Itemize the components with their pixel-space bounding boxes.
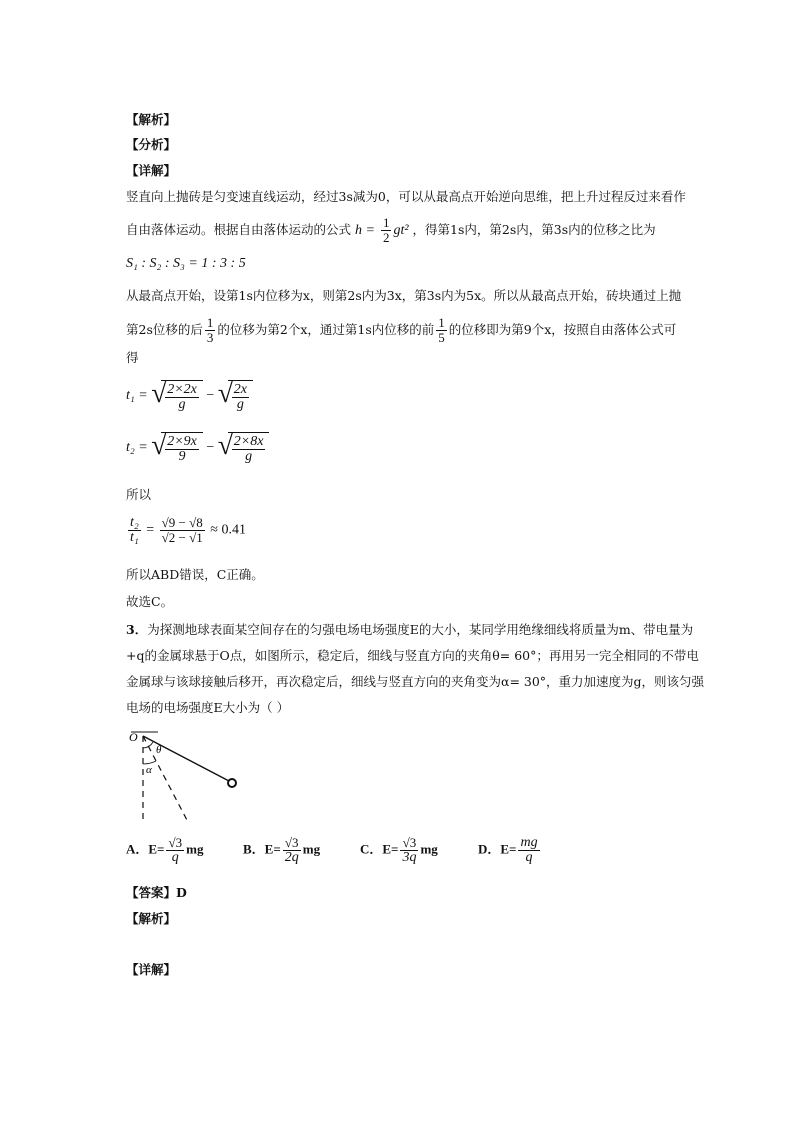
t2-minus: − (206, 440, 215, 456)
conclusion-line2: 故选C。 (126, 594, 174, 609)
para2-line3: 得 (126, 350, 139, 365)
section-header-fenxi: 【分析】 (126, 137, 177, 152)
t1-lhs: t₁ = (126, 388, 148, 404)
option-d[interactable] (478, 836, 542, 865)
para2-line1: 从最高点开始，设第1s内位移为x，则第2s内为3x，第3s内为5x。所以从最高点开始，砖块通过上抛 (126, 288, 682, 303)
ratio-lhs-num: t₂ (130, 515, 139, 530)
option-a-fraction (166, 836, 184, 865)
ratio-eq: = (146, 522, 155, 538)
option-b-den: 2q (284, 850, 299, 865)
t1-sqrt-b (218, 380, 253, 412)
equation-t1 (126, 380, 253, 412)
half-denominator: 2 (382, 230, 390, 245)
t1-b-num: √ 2x (233, 382, 248, 397)
option-d-den: q (525, 850, 533, 865)
option-b[interactable] (243, 836, 320, 865)
formula-gt2: gt² (393, 223, 409, 238)
ratio-lhs-den: t₁ (130, 530, 139, 545)
ratio-rhs-num: √9 − √8 (161, 515, 203, 530)
t2-b-num: √ 2×8x (233, 434, 264, 449)
option-d-fraction (518, 836, 539, 865)
t1-a-num: √ 2×2x (167, 382, 197, 397)
q3-number: 3． (126, 622, 148, 637)
ratio-approx: ≈ 0.41 (210, 522, 246, 538)
t2-a-num: √ 2×9x (167, 434, 197, 449)
thread-line (143, 736, 229, 781)
metal-ball (228, 779, 236, 787)
f2-numerator: 1 (438, 315, 445, 330)
answer-line: 【答案】D (126, 885, 187, 900)
option-a[interactable] (126, 836, 203, 865)
label-o: O (129, 730, 138, 744)
t2-sqrt-a (151, 432, 203, 464)
theta-arc (143, 742, 153, 748)
ratio-rhs (160, 516, 205, 545)
f2-denominator: 5 (438, 330, 445, 345)
option-d-num: mg (520, 835, 538, 850)
f1-numerator: 1 (206, 315, 214, 330)
t2-lhs: t₂ = (126, 440, 148, 456)
q3-line1 (126, 621, 693, 639)
t1-b-den: g (236, 397, 244, 412)
section-header-xiangjie: 【详解】 (126, 163, 177, 178)
section-header-xiangjie-2: 【详解】 (126, 962, 177, 977)
t2-a-den: 9 (178, 449, 186, 464)
option-d-label: D．E= (478, 841, 517, 857)
option-b-suffix: mg (302, 841, 321, 857)
label-alpha: α (146, 764, 152, 776)
ratio-lhs (128, 516, 141, 545)
q3-line3: 金属球与该球接触后移开，再次稳定后，细线与竖直方向的夹角变为α= 30°，重力加速度为g，则该匀强 (126, 674, 705, 689)
para1-line1: 竖直向上抛砖是匀变速直线运动，经过3s减为0，可以从最高点开始逆向思维，把上升过程反过来看作 (126, 189, 686, 204)
option-c-fraction (400, 836, 418, 865)
fraction-half (381, 216, 392, 245)
section-header-jiexi-2: 【解析】 (126, 911, 177, 926)
equation-t2 (126, 432, 269, 464)
fraction-one-fifth (436, 316, 447, 345)
t2-b-den: g (245, 449, 253, 464)
option-b-label: B．E= (243, 841, 281, 857)
option-b-fraction (283, 836, 301, 865)
option-c-label: C．E= (360, 841, 399, 857)
section-header-jiexi: 【解析】 (126, 112, 177, 127)
f1-denominator: 3 (206, 330, 214, 345)
option-b-num: √3 (283, 836, 301, 851)
ratio-rhs-den: √2 − √1 (161, 530, 203, 545)
t2-sqrt-b (218, 432, 270, 464)
option-a-suffix: mg (186, 841, 204, 857)
para1-line2a: 自由落体运动。根据自由落体运动的公式 (126, 222, 352, 237)
option-a-label: A．E= (126, 841, 165, 857)
para2-line2a: 第2s位移的后 (126, 322, 203, 337)
para1-line2b: ，得第1s内，第2s内，第3s内的位移之比为 (412, 222, 656, 237)
q3-line4: 电场的电场强度E大小为（ ） (126, 700, 290, 715)
option-a-num: √3 (168, 835, 183, 850)
para2-line2 (126, 316, 676, 345)
t1-sqrt-a (151, 380, 203, 412)
option-a-den: q (171, 850, 179, 865)
label-theta: θ (156, 744, 162, 756)
option-c[interactable] (360, 836, 438, 865)
para1-line2 (126, 216, 656, 245)
suoyi-text: 所以 (126, 487, 152, 502)
equation-ratio (126, 516, 246, 545)
t1-a-den: g (178, 397, 186, 412)
q3-text1: 为探测地球表面某空间存在的匀强电场电场强度E的大小，某同学用绝缘细线将质量为m、带电量为 (147, 622, 694, 637)
pendulum-figure (126, 726, 246, 826)
formula-h: h = (355, 223, 375, 238)
ratio-formula: S₁ : S₂ : S₃ = 1 : 3 : 5 (126, 256, 246, 271)
option-c-den: 3q (402, 850, 417, 865)
conclusion-line1: 所以ABD错误，C正确。 (126, 567, 264, 582)
option-c-suffix: mg (420, 841, 438, 857)
half-numerator: 1 (382, 215, 390, 230)
t1-minus: − (206, 388, 215, 404)
fraction-one-third (205, 316, 216, 345)
para2-line2b: 的位移为第2个x，通过第1s内位移的前 (217, 322, 435, 337)
alpha-dashed-line (143, 736, 188, 822)
para2-line2c: 的位移即为第9个x，按照自由落体公式可 (448, 322, 677, 337)
q3-line2: +q的金属球悬于O点，如图所示，稳定后，细线与竖直方向的夹角θ= 60°；再用另一完全相同的不带电 (126, 648, 699, 663)
option-c-num: √3 (400, 836, 418, 851)
